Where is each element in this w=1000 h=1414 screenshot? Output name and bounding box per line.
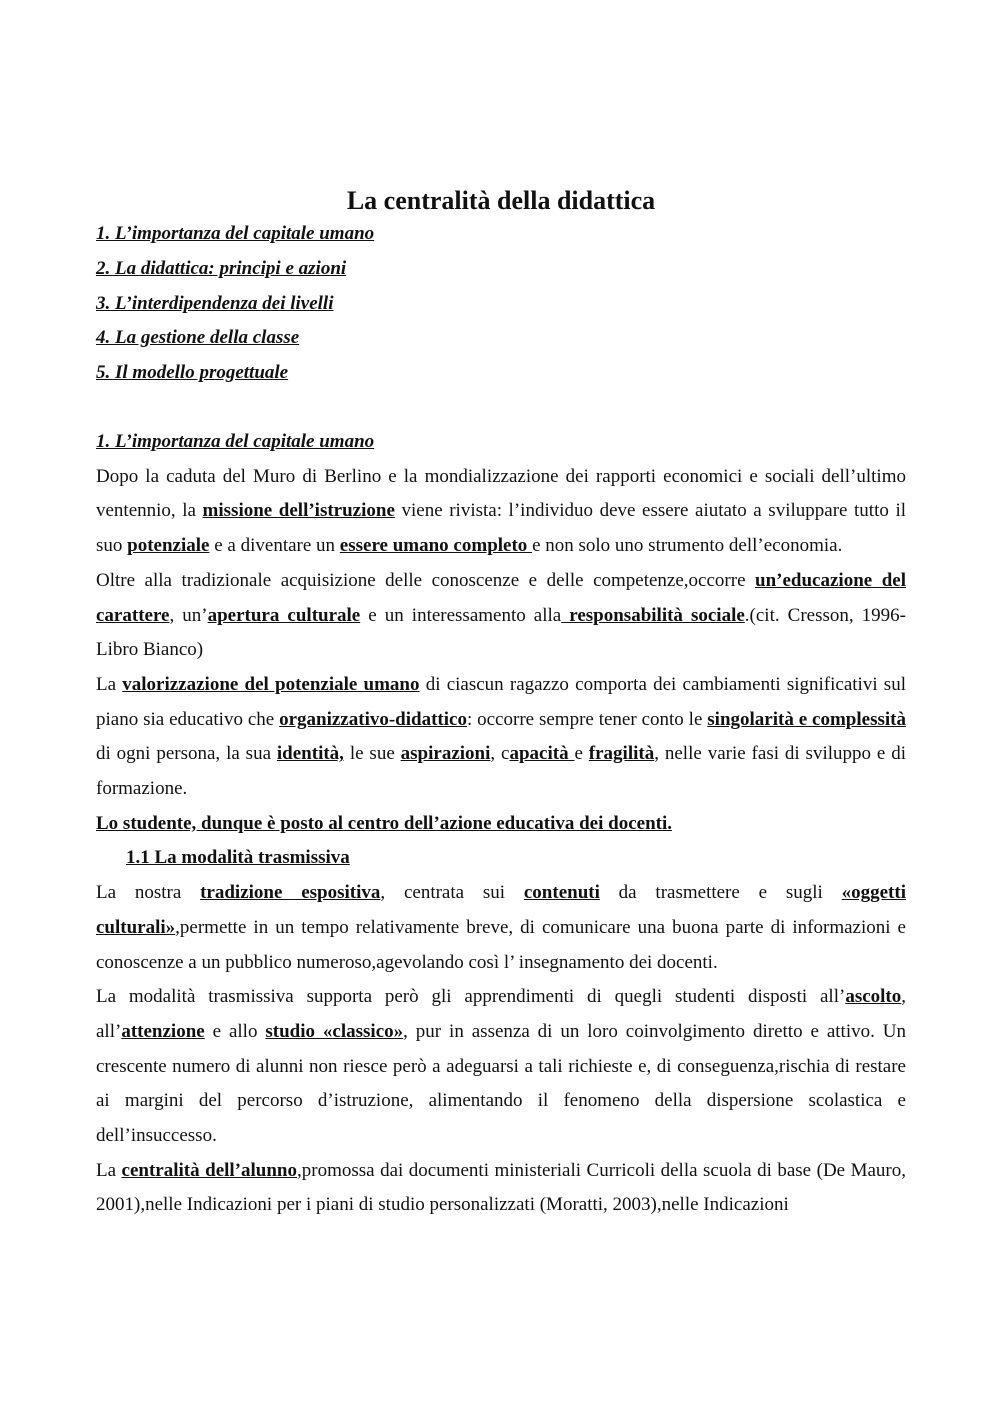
emphasis: valorizzazione del potenziale umano xyxy=(122,673,420,695)
emphasis: apacità xyxy=(509,743,575,765)
text-run: Oltre alla tradizionale acquisizione delle conoscenze e delle competenze,occorre xyxy=(96,569,756,591)
subsection-heading-text: 1.1 La modalità trasmissiva xyxy=(126,847,350,869)
text-run: , c xyxy=(490,743,510,765)
key-statement xyxy=(96,807,906,842)
toc-item: 5. Il modello progettuale xyxy=(96,362,289,383)
section-heading xyxy=(96,425,906,460)
text-run: , nelle varie fasi di sviluppo e di formazione. xyxy=(96,743,906,800)
emphasis: essere umano completo xyxy=(339,535,533,557)
text-run: e allo xyxy=(204,1020,266,1042)
text-run: : occorre sempre tener conto le xyxy=(466,708,708,730)
table-of-contents xyxy=(96,217,906,391)
text-run: ,promossa dai documenti ministeriali Curricoli della scuola di base (De Mauro, 2001),nelle Indicazioni per i piani di studio personalizzati (Moratti, 2003),nelle Indicazioni xyxy=(96,1159,907,1216)
paragraph xyxy=(96,564,906,668)
emphasis: potenziale xyxy=(127,535,210,557)
subsection-heading xyxy=(96,841,906,876)
text-run: e xyxy=(574,743,589,765)
paragraph xyxy=(96,876,906,980)
paragraph xyxy=(96,668,906,807)
section-heading-text: 1. L’importanza del capitale umano xyxy=(96,431,375,452)
text-run: viene rivista: l’individuo deve essere aiutato a sviluppare tutto il suo xyxy=(96,500,906,557)
emphasis: organizzativo-didattico xyxy=(279,708,467,730)
emphasis: «oggetti culturali» xyxy=(96,882,906,938)
text-run: La xyxy=(96,1159,122,1181)
emphasis: centralità dell’alunno xyxy=(121,1159,297,1181)
emphasis: responsabilità sociale xyxy=(561,604,745,626)
text-run: La xyxy=(96,673,123,695)
text-run: , centrata sui xyxy=(380,882,524,904)
emphasis: singolarità e complessità xyxy=(707,708,906,730)
text-run: Dopo la caduta del Muro di Berlino e la mondializzazione dei rapporti economici e sociali dell’ultimo ventennio, la xyxy=(96,465,906,522)
text-run: e non solo uno strumento dell’economia. xyxy=(532,535,843,557)
paragraph xyxy=(96,1154,906,1223)
text-run: e un interessamento alla xyxy=(360,604,562,626)
text-run: La nostra xyxy=(96,882,201,904)
emphasis: studio «classico» xyxy=(265,1020,404,1042)
toc-item: 3. L’interdipendenza dei livelli xyxy=(96,292,334,314)
emphasis: identità, xyxy=(276,743,344,765)
text-run: le sue xyxy=(343,743,401,765)
document-title: La centralità della didattica xyxy=(346,186,656,215)
toc-item: 4. La gestione della classe xyxy=(96,327,300,349)
text-run: ,permette in un tempo relativamente breve, di comunicare una buona parte di informazioni e conoscenze a un pubblico numeroso,agevolando così l’ insegnamento dei docenti. xyxy=(96,916,906,973)
toc-item: 1. L’importanza del capitale umano xyxy=(96,223,375,244)
text-run: , un’ xyxy=(169,604,208,626)
text-run: , pur in assenza di un loro coinvolgimento diretto e attivo. Un crescente numero di alunni non riesce però a adeguarsi a tali richieste e, di conseguenza,rischia di restare ai margini del percorso d’istruzione, alimentando il fenomeno della dispersione scolastica e dell’insuccesso. xyxy=(96,1020,906,1147)
emphasis: ascolto xyxy=(845,986,902,1008)
emphasis: aspirazioni xyxy=(400,743,491,765)
paragraph xyxy=(96,980,906,1154)
document-body xyxy=(96,425,906,1223)
emphasis: apertura culturale xyxy=(207,604,361,626)
emphasis: tradizione espositiva xyxy=(200,882,381,904)
text-run: da trasmettere e sugli xyxy=(599,882,842,904)
text-run: di ogni persona, la sua xyxy=(96,743,277,765)
emphasis: missione dell’istruzione xyxy=(202,500,395,522)
text-run: di ciascun ragazzo comporta dei cambiamenti significativi sul piano sia educativo che xyxy=(96,673,906,730)
key-statement-text: Lo studente, dunque è posto al centro dell’azione educativa dei docenti. xyxy=(96,812,672,834)
text-run: .(cit. Cresson, 1996-Libro Bianco) xyxy=(96,604,906,661)
emphasis: un’educazione del carattere xyxy=(96,569,907,626)
text-run: , all’ xyxy=(96,986,906,1042)
emphasis: attenzione xyxy=(121,1020,205,1042)
emphasis: contenuti xyxy=(523,882,600,904)
emphasis: fragilità xyxy=(588,743,655,765)
paragraph xyxy=(96,460,906,564)
toc-item: 2. La didattica: principi e azioni xyxy=(96,257,347,279)
text-run: La modalità trasmissiva supporta però gli apprendimenti di quegli studenti disposti all’ xyxy=(96,986,846,1008)
text-run: e a diventare un xyxy=(209,535,340,557)
